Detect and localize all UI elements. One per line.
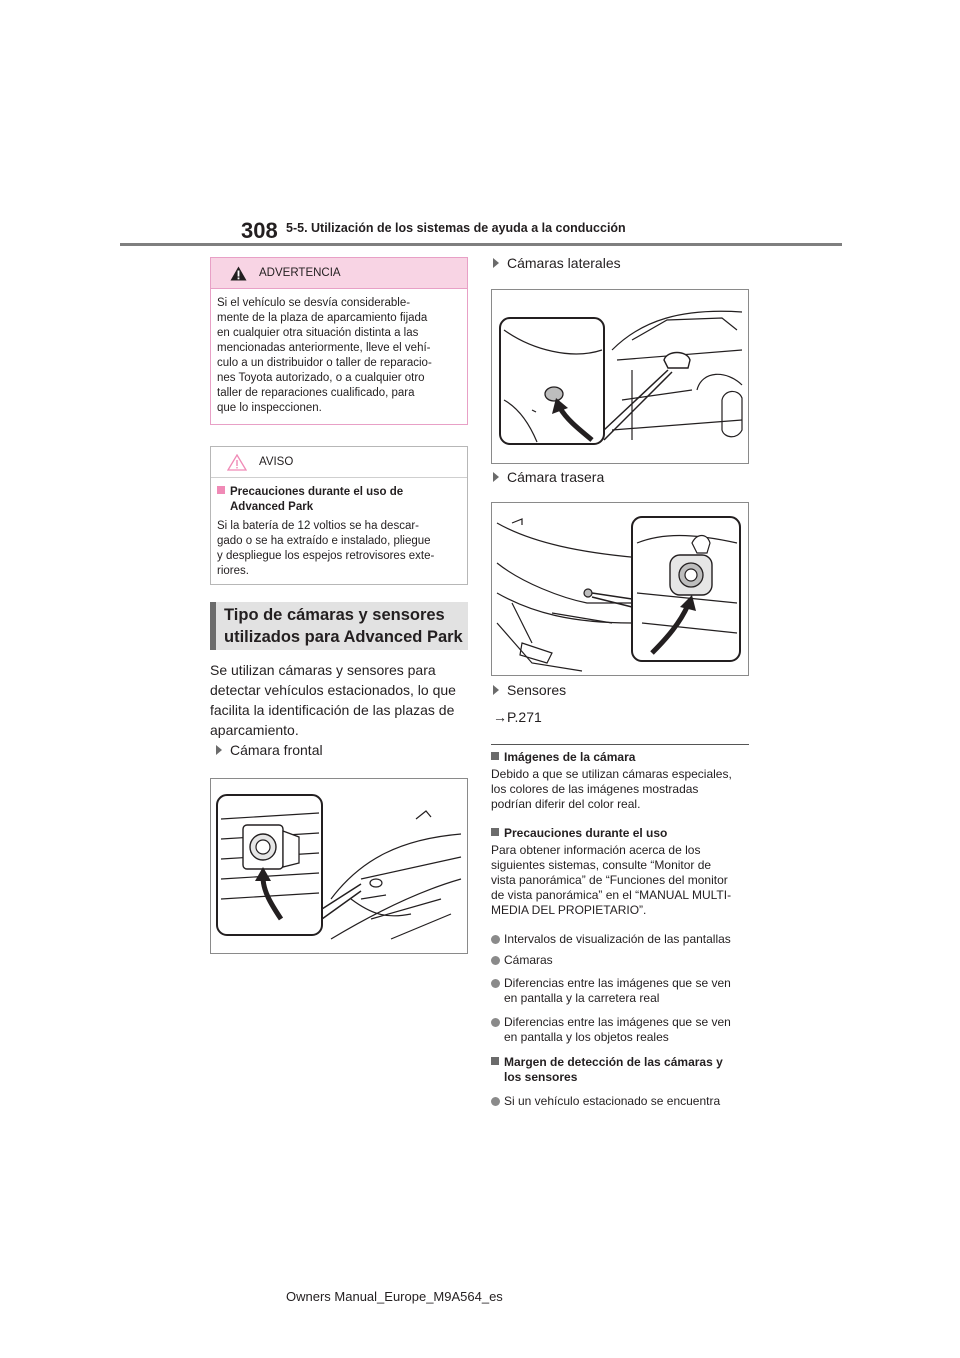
notice-line: gado o se ha extraído e instalado, pliegue xyxy=(217,535,431,547)
note-line: siguientes sistemas, consulte “Monitor de xyxy=(491,858,712,872)
precautions-note xyxy=(491,826,751,918)
warning-triangle-icon xyxy=(230,266,247,281)
sensors-page-reference[interactable]: →P.271 xyxy=(493,709,542,725)
note-heading: Imágenes de la cámara xyxy=(491,750,751,765)
rear-camera-illustration xyxy=(491,502,749,676)
notice-heading: Precauciones durante el uso de xyxy=(217,485,461,500)
bullet-dot-icon xyxy=(491,935,500,944)
warning-line: mencionadas anteriormente, lleve el vehí- xyxy=(217,342,431,354)
section-heading xyxy=(210,602,468,650)
bullet-dot-icon xyxy=(491,1018,500,1027)
section-heading-line: Tipo de cámaras y sensores xyxy=(224,606,445,624)
front-camera-drawing xyxy=(211,779,467,953)
bullet-item: Si un vehículo estacionado se encuentra xyxy=(491,1094,751,1109)
triangle-bullet-icon xyxy=(216,745,222,755)
bullet-item: Intervalos de visualización de las pantallas xyxy=(491,932,751,947)
section-title: 5-5. Utilización de los sistemas de ayuda a la conducción xyxy=(286,221,626,235)
side-camera-illustration xyxy=(491,289,749,464)
section-paragraph xyxy=(210,660,470,740)
triangle-bullet-icon xyxy=(493,258,499,268)
rear-camera-drawing xyxy=(492,503,748,675)
footer-text: Owners Manual_Europe_M9A564_es xyxy=(286,1289,503,1304)
warning-text xyxy=(211,289,467,416)
warning-box xyxy=(210,257,468,425)
warning-line: culo a un distribuidor o taller de reparacio- xyxy=(217,357,432,369)
warning-line: que lo inspeccionen. xyxy=(217,402,322,414)
warning-line: en cualquier otra situación distinta a las xyxy=(217,327,419,339)
sensors-label: Sensores xyxy=(493,682,566,698)
bullet-item: Diferencias entre las imágenes que se ven en pantalla y la carretera real xyxy=(491,976,751,1006)
note-line: vista panorámica” de “Funciones del monitor xyxy=(491,873,728,887)
side-camera-drawing xyxy=(492,290,748,463)
bullet-dot-icon xyxy=(491,956,500,965)
note-line: los colores de las imágenes mostradas xyxy=(491,782,699,796)
page-number: 308 xyxy=(241,218,278,243)
notice-title: AVISO xyxy=(259,456,294,468)
header-rule xyxy=(120,243,842,246)
triangle-bullet-icon xyxy=(493,685,499,695)
para-line: detectar vehículos estacionados, lo que xyxy=(210,682,456,698)
notice-line: riores. xyxy=(217,565,249,577)
notice-header xyxy=(211,447,467,478)
warning-line: nes Toyota autorizado, o a cualquier otro xyxy=(217,372,425,384)
bullet-dot-icon xyxy=(491,979,500,988)
camera-images-note xyxy=(491,750,751,812)
notice-line: y despliegue los espejos retrovisores exte- xyxy=(217,550,435,562)
side-camera-label: Cámaras laterales xyxy=(493,255,621,271)
para-line: aparcamiento. xyxy=(210,722,299,738)
triangle-bullet-icon xyxy=(493,472,499,482)
warning-title: ADVERTENCIA xyxy=(259,267,341,279)
note-line: Debido a que se utilizan cámaras especiales, xyxy=(491,767,732,781)
front-camera-label: Cámara frontal xyxy=(216,742,323,758)
bullet-item: Diferencias entre las imágenes que se ven en pantalla y los objetos reales xyxy=(491,1015,751,1045)
bullet-item: Cámaras xyxy=(491,953,751,968)
notice-heading-cont: Advanced Park xyxy=(230,501,314,513)
para-line: facilita la identificación de las plazas de xyxy=(210,702,455,718)
warning-line: taller de reparaciones cualificado, para xyxy=(217,387,415,399)
note-line: de vista panorámica” en el “MANUAL MULTI- xyxy=(491,888,732,902)
right-arrow-icon: → xyxy=(493,709,507,725)
caution-triangle-icon xyxy=(227,454,247,471)
detection-margin-note: Margen de detección de las cámaras y los sensores xyxy=(491,1055,751,1085)
rear-camera-label: Cámara trasera xyxy=(493,469,604,485)
section-heading-line: utilizados para Advanced Park xyxy=(224,628,463,646)
para-line: Se utilizan cámaras y sensores para xyxy=(210,662,436,678)
bullet-dot-icon xyxy=(491,1097,500,1106)
front-camera-illustration xyxy=(210,778,468,954)
note-line: MEDIA DEL PROPIETARIO”. xyxy=(491,903,647,917)
notice-box xyxy=(210,446,468,585)
notice-text xyxy=(211,478,467,579)
note-heading: Precauciones durante el uso xyxy=(491,826,751,841)
notes-rule xyxy=(491,744,749,745)
warning-line: mente de la plaza de aparcamiento fijada xyxy=(217,312,428,324)
warning-header xyxy=(211,258,467,289)
warning-line: Si el vehículo se desvía considerable- xyxy=(217,297,411,309)
note-line: Para obtener información acerca de los xyxy=(491,843,701,857)
notice-line: Si la batería de 12 voltios se ha descar- xyxy=(217,520,420,532)
note-line: podrían diferir del color real. xyxy=(491,797,641,811)
